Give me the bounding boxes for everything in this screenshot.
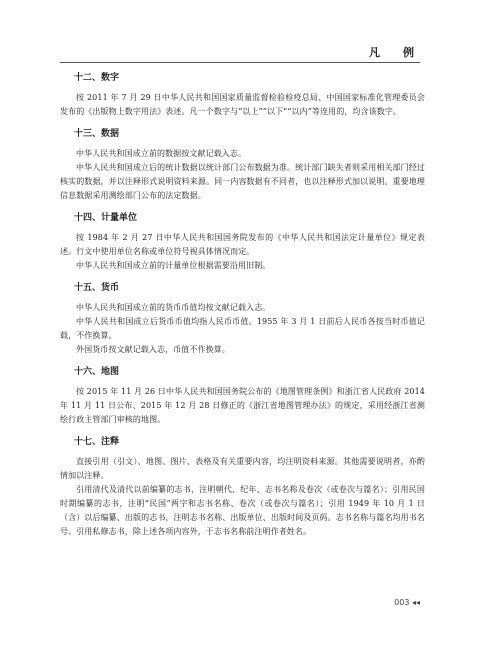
section-numbers [60,72,425,119]
section-units [60,212,425,273]
section-heading: 十二、数字 [74,73,120,83]
section-currency [60,282,425,357]
main-content [60,72,425,548]
paragraph: 中华人民共和国成立前的计量单位根据需要沿用旧制。 [76,261,271,270]
page-number: 003 ◂◂ [394,598,420,607]
paragraph: 中华人民共和国成立前的货币币值均按文献记载入志。 [76,303,271,312]
running-header: 凡 例 [369,46,420,59]
section-heading: 十七、注释 [74,437,120,447]
section-data [60,128,425,203]
paragraph: 按 1984 年 2 月 27 日中华人民共和国国务院发布的《中华人民共和国法定计量单位》规定表述。行文中使用单位名称或单位符号视具体情况而定。 [60,233,425,256]
section-notes [60,436,425,539]
section-heading: 十五、货币 [74,283,120,293]
paragraph: 直接引用（引文）、地图、图片、表格及有关重要内容，均注明资料来源。其他需要说明者，亦酌情加以注释。 [60,457,425,480]
section-heading: 十四、计量单位 [74,213,138,223]
paragraph: 按 2015 年 11 月 26 日中华人民共和国国务院公布的《地图管理条例》和浙江省人民政府 2014 年 11 月 11 日公布、2015 年 12 月 28 日修正的《浙江省地图管理办法》的规定，采用经浙江省测绘行政主管部门审核的地图。 [60,387,425,424]
section-maps [60,366,425,427]
paragraph: 中华人民共和国成立后的统计数据以统计部门公布数据为准。统计部门缺失者则采用相关部门经过核实的数据，并以注释形式说明资料来源。同一内容数据有不同者，也以注释形式加以说明。重要地理信息数据采用测绘部门公布的法定数据。 [60,163,425,200]
paragraph: 引用清代及清代以前编纂的志书，注明朝代、纪年、志书名称及卷次（或卷次与篇名）；引用民国时期编纂的志书，注明“民国”两字和志书名称、卷次（或卷次与篇名）；引用 1949 年 10 月 1 日（含）以后编纂、出版的志书，注明志书名称、出版单位、出版时间及页码。志书名称与篇名均用书名号。引用私修志书，除上述各项内容外，于志书名称前注明作者姓名。 [60,485,425,536]
section-heading: 十六、地图 [74,367,120,377]
paragraph: 中华人民共和国成立前的数据按文献记载入志。 [76,149,247,158]
header-rule [60,62,420,63]
paragraph: 按 2011 年 7 月 29 日中华人民共和国国家质量监督检验检疫总局、中国国家标准化管理委员会发布的《出版物上数字用法》表述。凡一个数字与“以上”“以下”“以内”等连用的，均含该数字。 [60,93,425,116]
paragraph: 外国货币按文献记载入志，币值不作换算。 [76,345,230,354]
paragraph: 中华人民共和国成立后货币币值均指人民币币值。1955 年 3 月 1 日前后人民币各按当时币值记载，不作换算。 [60,317,425,340]
section-heading: 十三、数据 [74,129,120,139]
